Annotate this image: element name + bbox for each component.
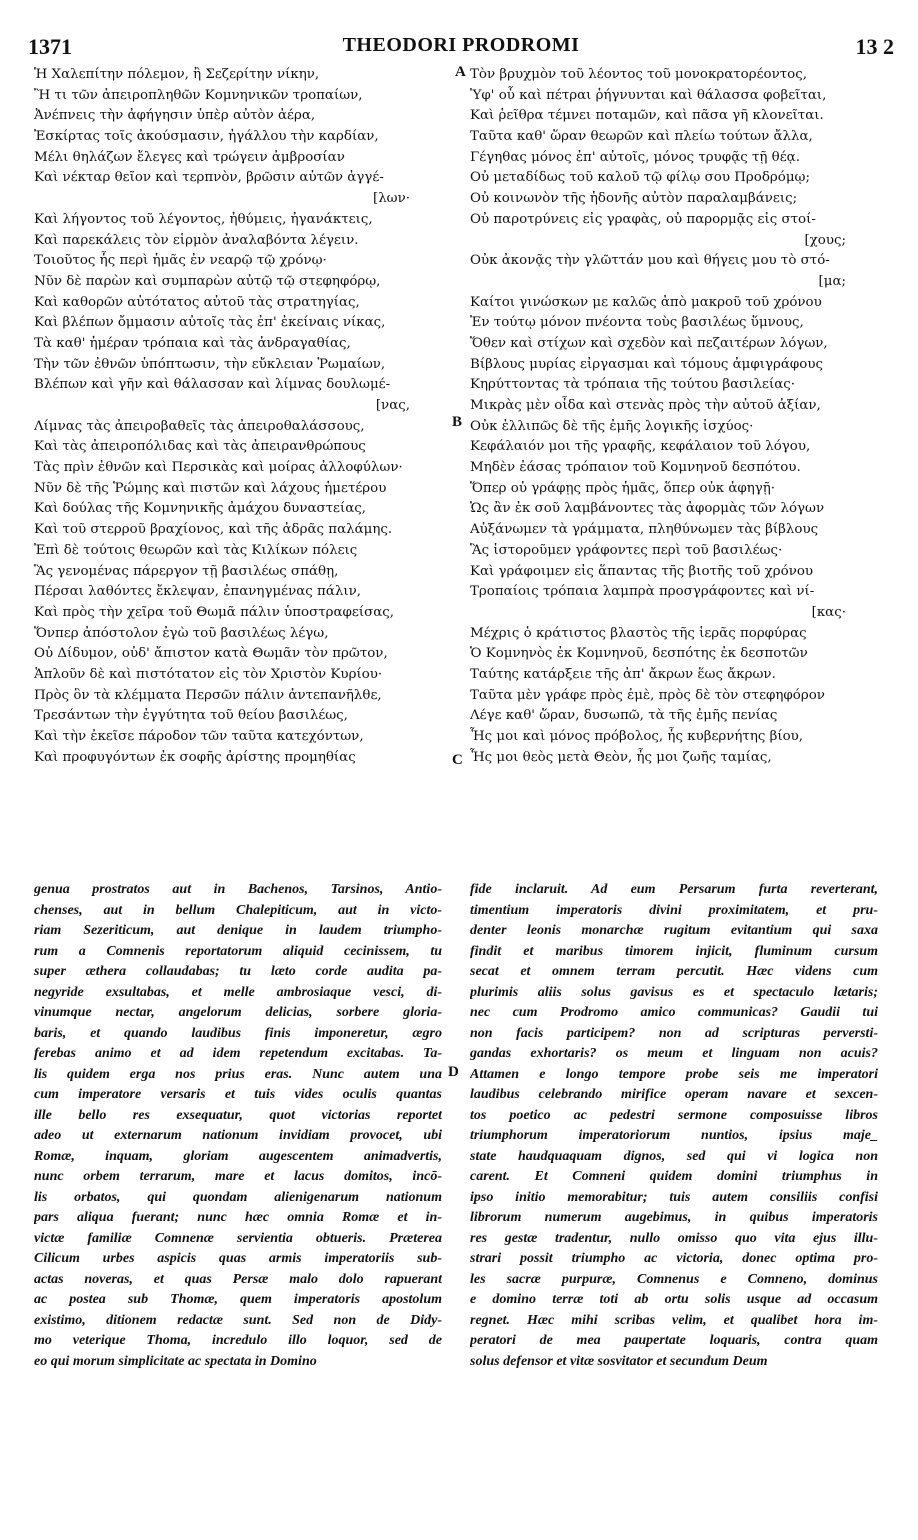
prose-line: ille bello res exsequatur, quot victorias reportet [34, 1107, 442, 1123]
prose-line: tos poetico ac pedestri sermone composuisse libros [470, 1107, 878, 1123]
prose-line: gandas exhortaris? os meum et linguam non acuis? [470, 1046, 878, 1061]
verse-line: Οὐ κοινωνὸν τῆς ἡδονῆς αὐτὸν παραλαμβάνεις; [470, 191, 798, 207]
prose-line: baris, et quando laudibus finis imponeretur, ægro [34, 1025, 442, 1041]
prose-line: victæ familiæ Comnenæ servientia obtueris. Præterea [34, 1230, 442, 1246]
verse-line: Πέρσαι λαθόντες ἔκλεψαν, ἐπανηγμένας πάλιν, [34, 584, 361, 600]
prose-line: ac postea sub Thomæ, quem imperatoris apostolum [34, 1292, 442, 1307]
page-number-right: 13 2 [855, 34, 894, 59]
verse-line: Ἀνέπνεις τὴν ἀφήγησιν ὑπὲρ αὐτὸν ἀέρα, [34, 108, 316, 124]
prose-line: e domino terræ toti ab ortu solis usque ad occasum [470, 1292, 878, 1307]
verse-line: Ἡ Χαλεπίτην πόλεμον, ἢ Σεζερίτην νίκην, [34, 67, 320, 82]
prose-line: triumphorum imperatoriorum nuntios, ipsius maje_ [470, 1128, 878, 1143]
prose-line: timentium imperatoris divini proximitatem, et pru- [470, 902, 878, 918]
verse-line: Λέγε καθ' ὥραν, δυσωπῶ, τὰ τῆς ἐμῆς πενίας [470, 708, 778, 724]
verse-line: Ἁπλοῦν δὲ καὶ πιστότατον εἰς τὸν Χριστὸν Κυρίου· [34, 666, 383, 682]
prose-line: carent. Et Comneni quidem domini triumphus in [470, 1169, 878, 1184]
verse-line: Λίμνας τὰς ἀπειροβαθεῖς τὰς ἀπειροθαλάσσους, [34, 418, 365, 434]
prose-line: genua prostratos aut in Bachenos, Tarsinos, Antio- [34, 882, 442, 897]
prose-line: Attamen e longo tempore probe seis me imperatori [470, 1066, 878, 1082]
prose-line: lis orbatos, qui quondam alienigenarum nationum [34, 1189, 442, 1205]
verse-line: Τὴν τῶν ἐθνῶν ὑπόπτωσιν, τὴν εὔκλειαν Ῥωμαίων, [34, 356, 386, 372]
margin-marker-d: D [448, 1064, 459, 1080]
verse-line: Ταῦτα μὲν γράφε πρὸς ἐμὲ, πρὸς δὲ τὸν στεφηφόρον [470, 687, 825, 703]
verse-line: [χους; [804, 232, 846, 248]
prose-line: les sacræ purpuræ, Comnenus e Comneno, dominus [470, 1271, 878, 1287]
verse-line: Γέγηθας μόνος ἐπ' αὐτοῖς, μόνος τρυφᾷς τῇ θέᾳ. [470, 149, 800, 165]
prose-line: peratori de mea paupertate loquaris, contra quam [470, 1333, 878, 1348]
verse-line: Ἧς μοι καὶ μόνος πρόβολος, ἧς κυβερνήτης βίου, [470, 729, 804, 744]
prose-line: vinumque nectar, angelorum delicias, sorbere gloria- [34, 1005, 442, 1020]
verse-line: Τοιοῦτος ἧς περὶ ἡμᾶς ἐν νεαρῷ τῷ χρόνῳ· [34, 253, 327, 269]
verse-line: [νας, [375, 398, 410, 413]
verse-line: Ἃς γενομένας πάρεργον τῇ βασιλέως σπάθῃ, [34, 563, 339, 579]
prose-line: fide inclaruit. Ad eum Persarum furta reverterant, [470, 882, 878, 897]
prose-line: lis quidem erga nos prius eras. Nunc autem una [34, 1066, 442, 1082]
margin-marker-a: A [455, 64, 466, 80]
verse-line: Κηρύττοντας τὰ τρόπαια τῆς τούτου βασιλείας· [470, 377, 796, 393]
prose-line: adeo ut externarum nationum invidiam provocet, ubi [34, 1128, 442, 1143]
verse-line: Ταῦτα καθ' ὥραν θεωρῶν καὶ πλείω τούτων ἄλλα, [470, 129, 813, 145]
verse-line: Τὰς πρὶν ἐθνῶν καὶ Περσικὰς καὶ μοίρας ἀλλοφύλων· [34, 460, 403, 476]
verse-line: Καίτοι γινώσκων με καλῶς ἀπὸ μακροῦ τοῦ χρόνου [470, 294, 822, 310]
verse-line: Πρὸς ὃν τὰ κλέμματα Περσῶν πάλιν ἀντεπανῆλθε, [34, 687, 382, 703]
prose-line: strari possit triumpho ac victoria, donec optima pro- [470, 1251, 878, 1266]
page-header [28, 34, 894, 64]
verse-line: Καὶ βλέπων ὄμμασιν αὐτοῖς τὰς ἐπ' ἐκείναις νίκας, [34, 315, 386, 331]
prose-line: cum imperatore versaris et tuis vides oculis quantas [34, 1087, 442, 1102]
verse-line: Καὶ παρεκάλεις τὸν εἱρμὸν ἀναλαβόντα λέγειν. [34, 232, 359, 248]
prose-line: res gestæ tradentur, nullo omisso quo vita ejus illu- [470, 1230, 878, 1246]
running-title: THEODORI PRODROMI [342, 34, 580, 56]
verse-line: Ὅπερ οὐ γράφῃς πρὸς ἡμᾶς, ὅπερ οὐκ ἀφηγῇ· [470, 480, 776, 496]
prose-line: Romæ, inquam, gloriam augescentem animadvertis, [34, 1148, 442, 1164]
verse-line: Καὶ τὰς ἀπειροπόλιδας καὶ τὰς ἀπειρανθρώπους [34, 439, 366, 455]
latin-translation-column-right [470, 880, 878, 1372]
verse-line: Ταύτης κατάρξειε τῆς ἀπ' ἄκρων ἕως ἄκρων. [470, 666, 776, 682]
verse-line: Μηδὲν ἐάσας τρόπαιον τοῦ Κομνηνοῦ δεσπότου. [470, 460, 801, 476]
verse-line: Ὡς ἂν ἐκ σοῦ λαμβάνοντες τὰς ἀφορμὰς τῶν λόγων [470, 501, 825, 517]
verse-line: Μέχρις ὁ κράτιστος βλαστὸς τῆς ἱερᾶς πορφύρας [470, 625, 807, 641]
prose-line: actas noveras, et quas Persæ malo dolo rapuerant [34, 1271, 442, 1287]
verse-line: Ἃς ἱστοροῦμεν γράφοντες περὶ τοῦ βασιλέως· [470, 542, 783, 558]
verse-line: Μικρὰς μὲν οἶδα καὶ στενὰς πρὸς τὴν αὐτοῦ ἀξίαν, [470, 398, 821, 413]
verse-line: Κεφάλαιόν μοι τῆς γραφῆς, κεφάλαιον τοῦ λόγου, [470, 439, 811, 455]
verse-line: Ἐπὶ δὲ τούτοις θεωρῶν καὶ τὰς Κιλίκων πόλεις [34, 542, 358, 558]
greek-verse-column-right [470, 65, 880, 768]
verse-line: Οὐκ ἐλλιπῶς δὲ τῆς ἐμῆς λογικῆς ἰσχύος· [470, 418, 754, 434]
prose-line: eo qui morum simplicitate ac spectata in Domino [34, 1353, 317, 1369]
verse-line: Καὶ τὴν ἐκεῖσε πάροδον τῶν ταῦτα κατεχόντων, [34, 729, 364, 744]
margin-marker-b: B [452, 414, 463, 430]
latin-translation-column-left [34, 880, 442, 1372]
verse-line: Ὑφ' οὗ καὶ πέτραι ῥήγνυνται καὶ θάλασσα φοβεῖται, [470, 87, 827, 103]
verse-line: Νῦν δὲ τῆς Ῥώμης καὶ πιστῶν καὶ λάχους ἡμετέρου [34, 480, 387, 496]
verse-line: Καὶ προφυγόντων ἐκ σοφῆς ἀρίστης προμηθίας [34, 749, 356, 765]
verse-line: [κας· [811, 604, 846, 620]
verse-line: [λων· [372, 191, 410, 207]
verse-line: Νῦν δὲ παρὼν καὶ συμπαρὼν αὐτῷ τῷ στεφηφόρῳ, [34, 273, 381, 289]
verse-line: Ὅθεν καὶ στίχων καὶ σχεδὸν καὶ πεζαιτέρων λόγων, [470, 335, 828, 351]
prose-line: pars aliqua fuerant; nunc hæc omnia Romæ et in- [34, 1210, 442, 1225]
prose-line: chenses, aut in bellum Chalepiticum, aut in victo- [34, 902, 442, 918]
prose-line: regnet. Hæc mihi scribas velim, et qualibet hora im- [470, 1312, 878, 1328]
prose-line: existimo, ditionem redactæ sunt. Sed non de Didy- [34, 1312, 442, 1328]
prose-line: riam Sezeriticum, aut denique in laudem triumpho- [34, 923, 442, 938]
verse-line: Καὶ γράφοιμεν εἰς ἅπαντας τῆς βιοτῆς τοῦ χρόνου [470, 563, 814, 579]
verse-line: Ὁ Κομνηνὸς ἐκ Κομνηνοῦ, δεσπότης ἐκ δεσποτῶν [470, 646, 808, 662]
prose-line: rum a Comnenis reportatorum aliquid cecinissem, tu [34, 943, 442, 959]
verse-line: Καὶ τοῦ στερροῦ βραχίονος, καὶ τῆς ἀδρᾶς παλάμης. [34, 522, 393, 538]
prose-line: ipso initio memorabitur; tuis autem consiliis confisi [470, 1189, 878, 1205]
verse-line: Βίβλους μυρίας εἰργασμαι καὶ τόμους ἀμφιγράφους [470, 356, 823, 372]
page-number-left: 1371 [28, 34, 72, 59]
verse-line: Καὶ λήγοντος τοῦ λέγοντος, ἠθύμεις, ἠγανάκτεις, [34, 211, 373, 227]
verse-line: Μέλι θηλάζων ἔλεγες καὶ τρώγειν ἀμβροσίαν [34, 149, 345, 165]
prose-line: mo veterique Thoma, incredulo illo loquor, sed de [34, 1333, 442, 1348]
margin-marker-c: C [452, 752, 463, 768]
prose-line: laudibus celebrando mirifice operam navare et sexcen- [470, 1087, 878, 1102]
prose-line: plurimis aliis solus gavisus es et spectaculo lætaris; [470, 984, 878, 1000]
verse-line: Καὶ καθορῶν αὐτότατος αὐτοῦ τὰς στρατηγίας, [34, 294, 360, 310]
prose-line: nunc orbem terrarum, mare et lacus domitos, incō- [34, 1169, 442, 1184]
verse-line: Τροπαίοις τρόπαια λαμπρὰ προσγράφοντες καὶ νί- [470, 584, 815, 600]
verse-line: Τρεσάντων τὴν ἐγγύτητα τοῦ θείου βασιλέως, [34, 708, 348, 724]
verse-line: Τὸν βρυχμὸν τοῦ λέοντος τοῦ μονοκρατορέοντος, [470, 67, 807, 82]
prose-line: state haudquaquam dignos, sed qui vi logica non [470, 1148, 878, 1164]
prose-line: Cilicum urbes aspicis quas armis imperatoriis sub- [34, 1251, 442, 1266]
verse-line: Καὶ δούλας τῆς Κομνηνικῆς ἀμάχου δυναστείας, [34, 501, 367, 517]
verse-line: Ἧς μοι θεὸς μετὰ Θεὸν, ἧς μοι ζωῆς ταμίας, [470, 749, 772, 765]
prose-line: super æthera collaudabas; tu læto corde audita pa- [34, 964, 442, 979]
verse-line: Τὰ καθ' ἡμέραν τρόπαια καὶ τὰς ἀνδραγαθίας, [34, 335, 351, 351]
verse-line: Ὅνπερ ἀπόστολον ἐγὼ τοῦ βασιλέως λέγω, [34, 625, 329, 641]
verse-line: Οὐ Δίδυμον, οὐδ' ἄπιστον κατὰ Θωμᾶν τὸν πρῶτον, [34, 646, 388, 662]
prose-line: nec cum Prodromo amico communicas? Gaudii tui [470, 1005, 878, 1020]
verse-line: Καὶ πρὸς τὴν χεῖρα τοῦ Θωμᾶ πάλιν ὑποστραφείσας, [34, 604, 395, 620]
prose-line: negyride exsultabas, et melle ambrosiaque vesci, di- [34, 984, 442, 1000]
verse-line: Οὐ μεταδίδως τοῦ καλοῦ τῷ φίλῳ σου Προδρόμῳ; [470, 170, 810, 186]
verse-line: Βλέπων καὶ γῆν καὶ θάλασσαν καὶ λίμνας δουλωμέ- [34, 377, 391, 393]
prose-line: denter leonis monarchæ rugitum evitantium qui saxa [470, 923, 878, 938]
verse-line: [μα; [818, 273, 846, 289]
prose-line: librorum numerum augebimus, in quibus imperatoris [470, 1210, 878, 1225]
prose-line: non facis participem? non ad scripturas perversti- [470, 1025, 878, 1041]
prose-line: findit et maribus timorem injicit, fluminum cursum [470, 943, 878, 959]
greek-verse-column-left [34, 65, 444, 768]
verse-line: Οὐ παροτρύνεις εἰς γραφὰς, οὐ παρορμᾷς εἰς στοί- [470, 211, 816, 227]
prose-line: ferebas animo et ad idem repetendum excitabas. Ta- [34, 1046, 442, 1061]
verse-line: Καὶ νέκταρ θεῖον καὶ τερπνὸν, βρῶσιν αὐτῶν ἀγγέ- [34, 170, 384, 186]
verse-line: Καὶ ῥεῖθρα τέμνει ποταμῶν, καὶ πᾶσα γῆ κλονεῖται. [470, 108, 824, 124]
verse-line: Αὐξάνωμεν τὰ γράμματα, πληθύνωμεν τὰς βίβλους [470, 522, 819, 538]
verse-line: Ἐν τούτῳ μόνον πνέοντα τοὺς βασιλέως ὕμνους, [470, 315, 804, 331]
verse-line: Ἢ τι τῶν ἀπειροπληθῶν Κομνηνικῶν τροπαίων, [34, 87, 363, 103]
verse-line: Ἐσκίρτας τοῖς ἀκούσμασιν, ἠγάλλου τὴν καρδίαν, [34, 129, 379, 145]
prose-line: secat et omnem terram percutit. Hæc videns cum [470, 964, 878, 979]
verse-line: Οὐκ ἀκονᾷς τὴν γλῶττάν μου καὶ θήγεις μου τὸ στό- [470, 253, 830, 269]
prose-line: solus defensor et vitæ sosvitator et secundum Deum [470, 1353, 768, 1369]
